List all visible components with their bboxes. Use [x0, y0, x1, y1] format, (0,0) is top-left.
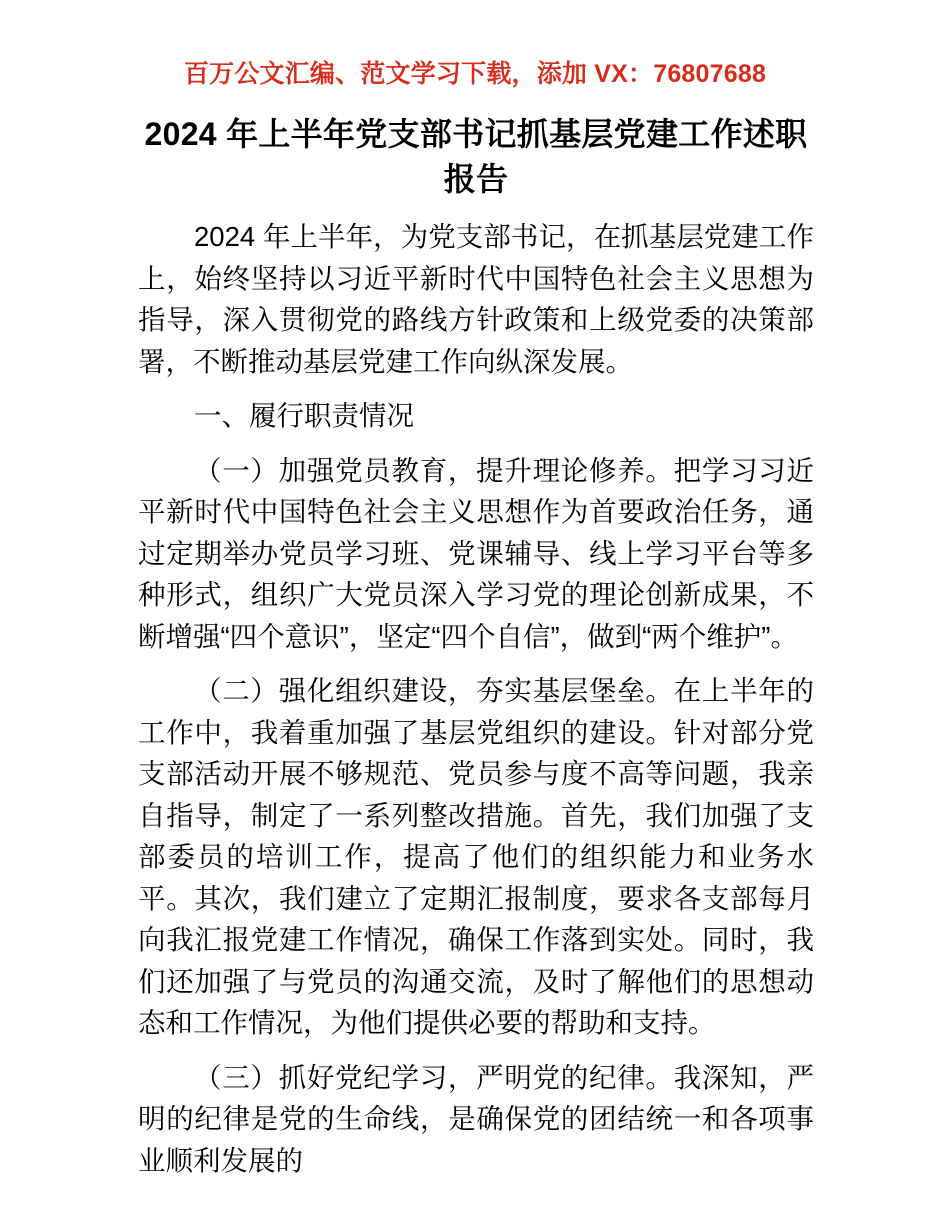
section-heading-1: 一、履行职责情况: [194, 400, 414, 431]
paragraph-gap: [138, 657, 814, 670]
paragraph-gap: [138, 437, 814, 450]
paragraph-gap: [138, 1044, 814, 1057]
paragraph-item-1: （一）加强党员教育，提升理论修养。把学习习近平新时代中国特色社会主义思想作为首要政治任务，通过定期举办党员学习班、党课辅导、线上学习平台等多种形式，组织广大党员深入学习党的理论创新成果，不断增强“四个意识”，坚定“四个自信”，做到“两个维护”。: [138, 454, 814, 652]
document-body: [138, 112, 814, 1181]
promo-watermark-header: 百万公文汇编、范文学习下载，添加 VX：76807688: [183, 60, 767, 88]
paragraph-item-3: （三）抓好党纪学习，严明党的纪律。我深知，严明的纪律是党的生命线，是确保党的团结统一和各项事业顺利发展的: [138, 1061, 814, 1176]
paragraph-item-2: （二）强化组织建设，夯实基层堡垒。在上半年的工作中，我着重加强了基层党组织的建设。针对部分党支部活动开展不够规范、党员参与度不高等问题，我亲自指导，制定了一系列整改措施。首先，我们加强了支部委员的培训工作，提高了他们的组织能力和业务水平。其次，我们建立了定期汇报制度，要求各支部每月向我汇报党建工作情况，确保工作落到实处。同时，我们还加强了与党员的沟通交流，及时了解他们的思想动态和工作情况，为他们提供必要的帮助和支持。: [138, 675, 814, 1038]
document-title: 2024 年上半年党支部书记抓基层党建工作述职报告: [144, 116, 808, 197]
paragraph-gap: [138, 382, 814, 395]
paragraph-opening: 2024 年上半年，为党支部书记，在抓基层党建工作上，始终坚持以习近平新时代中国特色社会主义思想为指导，深入贯彻党的路线方针政策和上级党委的决策部署，不断推动基层党建工作向纵深发展。: [138, 221, 814, 377]
